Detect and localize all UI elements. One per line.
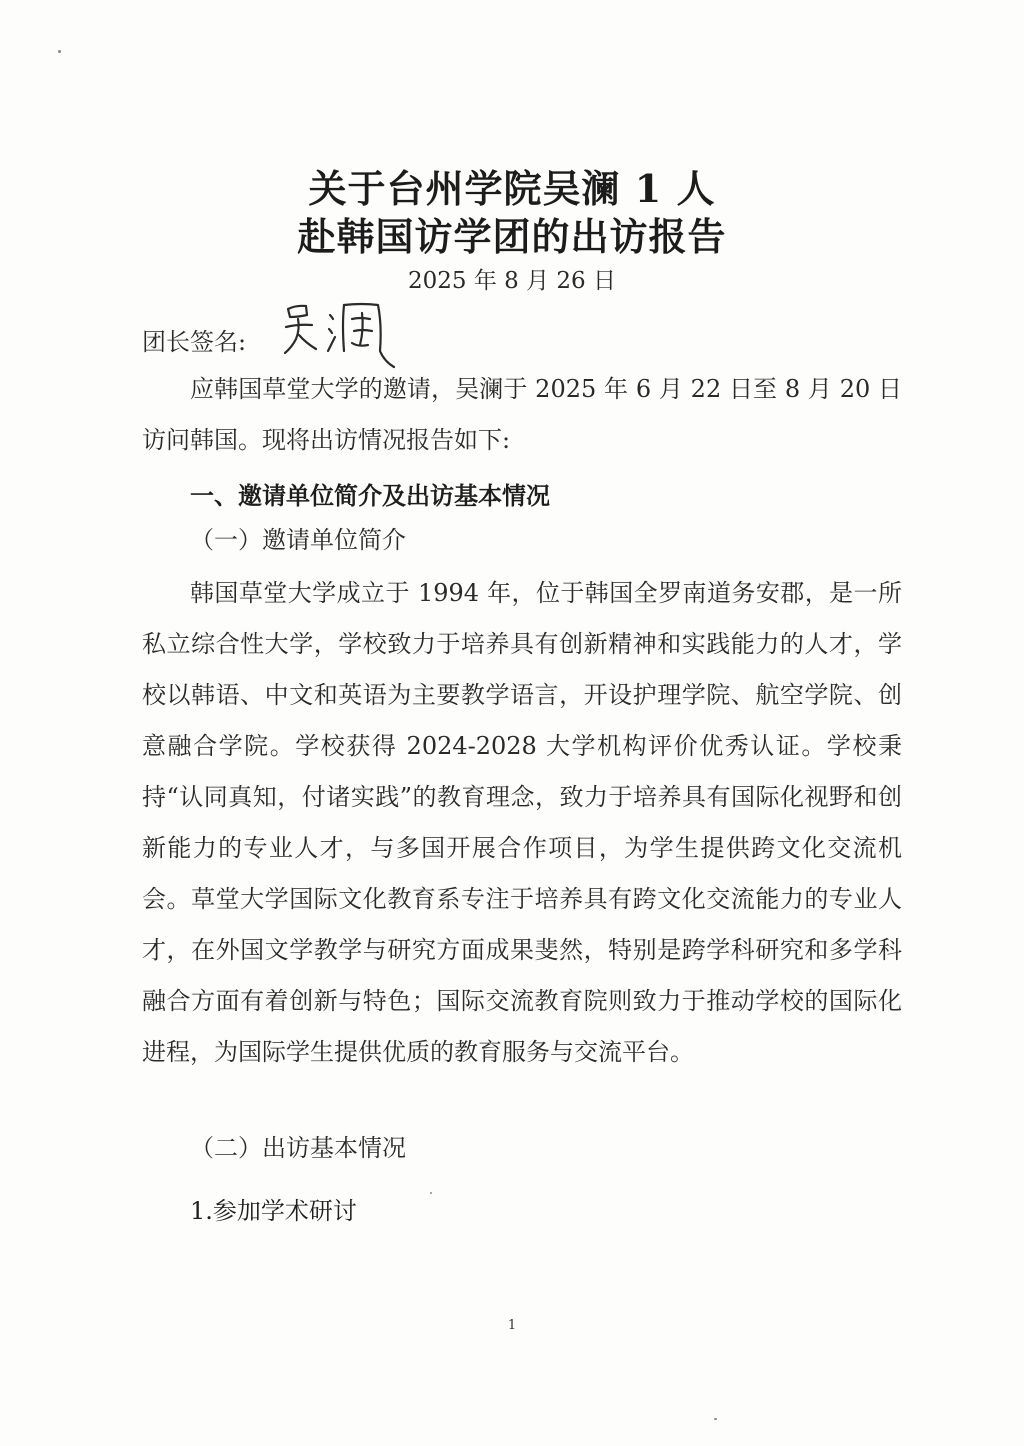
report-date: 2025 年 8 月 26 日 [408,268,616,294]
page-number: 1 [507,1318,517,1333]
intro-paragraph: 应韩国草堂大学的邀请，吴澜于 2025 年 6 月 22 日至 8 月 20 日访问韩国。现将出访情况报告如下: [142,375,902,454]
item-1-heading: 1.参加学术研讨 [190,1197,357,1225]
section-1-heading: 一、邀请单位简介及出访基本情况 [190,481,550,510]
report-title-line-2: 赴韩国访学团的出访报告 [297,214,727,259]
scan-speck [430,1192,432,1194]
subsection-1-heading: （一）邀请单位简介 [190,526,406,554]
scan-speck [714,1418,717,1420]
handwritten-signature [282,295,402,370]
subsection-2-heading: （二）出访基本情况 [190,1134,406,1162]
signature-label: 团长签名: [142,328,247,356]
report-title-line-1: 关于台州学院吴澜 1 人 [308,166,716,211]
institution-intro-paragraph: 韩国草堂大学成立于 1994 年，位于韩国全罗南道务安郡，是一所私立综合性大学，学校致力于培养具有创新精神和实践能力的人才，学校以韩语、中文和英语为主要教学语言，开设护理学院、航空学院、创意融合学院。学校获得 2024-2028 大学机构评价优秀认证。学校秉持“认同真知，付诸实践”的教育理念，致力于培养具有国际化视野和创新能力的专业人才，与多国开展合作项目，为学生提供跨文化交流机会。草堂大学国际文化教育系专注于培养具有跨文化交流能力的专业人才，在外国文学教学与研究方面成果斐然，特别是跨学科研究和多学科融合方面有着创新与特色；国际交流教育院则致力于推动学校的国际化进程，为国际学生提供优质的教育服务与交流平台。 [142,579,902,1066]
scan-speck [58,50,61,53]
